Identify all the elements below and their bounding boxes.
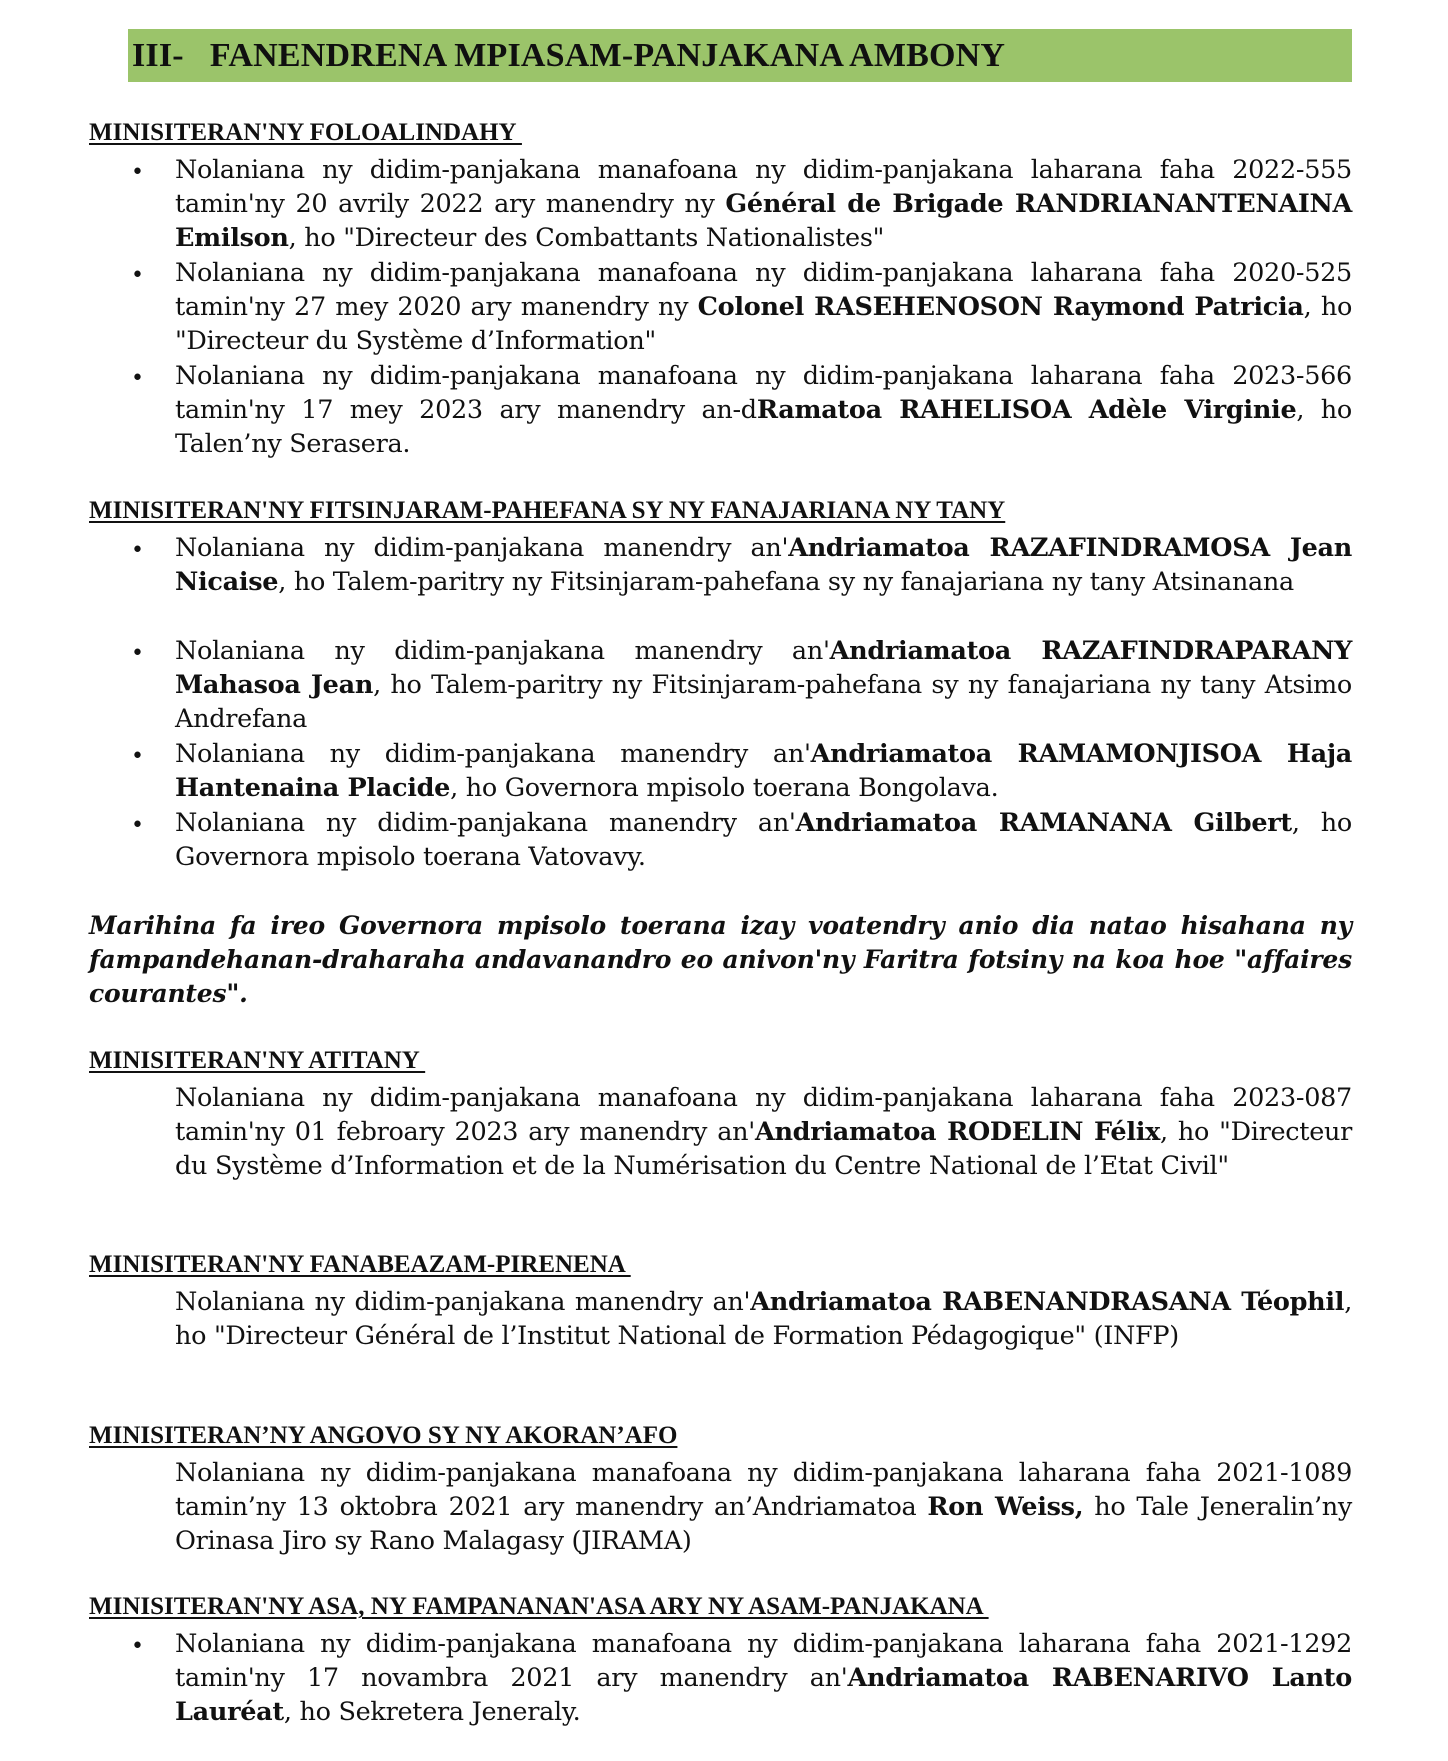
list-item: Nolaniana ny didim-panjakana manendry an'Andriamatoa RAZAFINDRAMOSA Jean Nicaise, ho Talem-paritry ny Fitsinjaram-pahefana sy ny fanajariana ny tany Atsinanana [175,533,1352,597]
list-item: Nolaniana ny didim-panjakana manendry an'Andriamatoa RAMANANA Gilbert, ho Governora mpisolo toerana Vatovavy. [175,808,1352,872]
list-item: Nolaniana ny didim-panjakana manafoana ny didim-panjakana laharana faha 2020-525 tamin'ny 27 mey 2020 ary manendry ny Colonel RASEHENOSON Raymond Patricia, ho "Directeur du Système d’Information" [175,258,1352,356]
bullet-icon: • [131,641,144,666]
bullet-icon: • [131,160,144,185]
bullet-icon: • [131,813,144,838]
list-item: Nolaniana ny didim-panjakana manafoana ny didim-panjakana laharana faha 2023-566 tamin'ny 17 mey 2023 ary manendry an-dRamatoa RAHELISOA Adèle Virginie, ho Talen’ny Serasera. [175,361,1352,459]
list-item: Nolaniana ny didim-panjakana manafoana ny didim-panjakana laharana faha 2022-555 tamin'ny 20 avrily 2022 ary manendry ny Général de Brigade RANDRIANANTENAINA Emilson, ho "Directeur des Combattants Nationalistes" [175,155,1352,253]
list-item: Nolaniana ny didim-panjakana manendry an'Andriamatoa RAZAFINDRAPARANY Mahasoa Jean, ho Talem-paritry ny Fitsinjaram-pahefana sy ny fanajariana ny tany Atsimo Andrefana [175,636,1352,734]
bullet-icon: • [131,744,144,769]
section-title-foloalindahy: MINISITERAN'NY FOLOALINDAHY [89,119,522,146]
section-title-atitany: MINISITERAN'NY ATITANY [89,1047,426,1074]
list-item: Nolaniana ny didim-panjakana manendry an'Andriamatoa RAMAMONJISOA Haja Hantenaina Placide, ho Governora mpisolo toerana Bongolava. [175,739,1352,803]
governors-note: Marihina fa ireo Governora mpisolo toerana izay voatendry anio dia natao hisahana ny fampandehanan-draharaha andavanandro eo anivon'ny Faritra fotsiny na koa hoe "affaires courantes". [89,911,1352,1008]
section-title-asa: MINISITERAN'NY ASA, NY FAMPANANAN'ASA ARY NY ASAM-PANJAKANA [89,1593,989,1620]
list-item: Nolaniana ny didim-panjakana manafoana ny didim-panjakana laharana faha 2021-1089 tamin’ny 13 oktobra 2021 ary manendry an’Andriamatoa Ron Weiss, ho Tale Jeneralin’ny Orinasa Jiro sy Rano Malagasy (JIRAMA) [175,1458,1352,1556]
list-item: Nolaniana ny didim-panjakana manafoana ny didim-panjakana laharana faha 2023-087 tamin'ny 01 febroary 2023 ary manendry an'Andriamatoa RODELIN Félix, ho "Directeur du Système d’Information et de la Numérisation du Centre National de l’Etat Civil" [175,1083,1353,1181]
section-title-angovo: MINISITERAN’NY ANGOVO SY NY AKORAN’AFO [89,1422,678,1449]
section-title-fitsinjaram-pahefana: MINISITERAN'NY FITSINJARAM-PAHEFANA SY NY FANAJARIANA NY TANY [89,497,1006,524]
list-item: Nolaniana ny didim-panjakana manendry an'Andriamatoa RABENANDRASANA Téophil, ho "Directeur Général de l’Institut National de Formation Pédagogique" (INFP) [175,1287,1352,1351]
bullet-icon: • [131,366,144,391]
bullet-icon: • [131,538,144,563]
section-heading: III- FANENDRENA MPIASAM-PANJAKANA AMBONY [132,37,1006,74]
list-item: Nolaniana ny didim-panjakana manafoana ny didim-panjakana laharana faha 2021-1292 tamin'ny 17 novambra 2021 ary manendry an'Andriamatoa RABENARIVO Lanto Lauréat, ho Sekretera Jeneraly. [175,1629,1352,1727]
bullet-icon: • [131,1634,144,1659]
bullet-icon: • [131,263,144,288]
section-title-fanabeazam-pirenena: MINISITERAN'NY FANABEAZAM-PIRENENA [89,1251,631,1278]
